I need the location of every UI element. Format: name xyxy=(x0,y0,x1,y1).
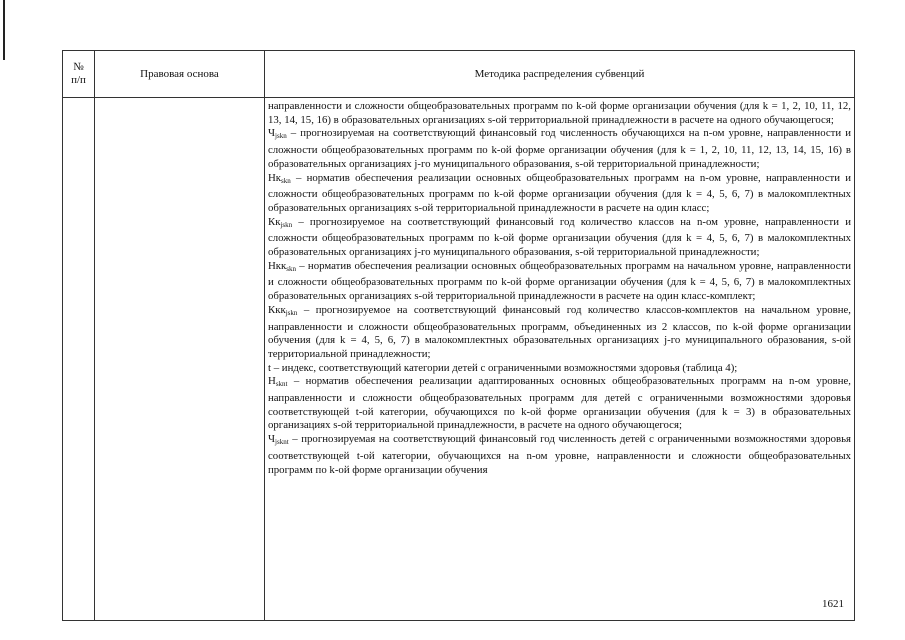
header-number-symbol: № xyxy=(73,61,84,73)
formula-subscript: jskn xyxy=(275,132,287,141)
formula-symbol: Кк xyxy=(268,215,281,228)
table-row xyxy=(63,98,855,621)
formula-subscript: jskn xyxy=(285,308,298,317)
cell-legal-basis xyxy=(95,98,265,621)
formula-symbol: Н xyxy=(268,375,276,388)
formula-subscript: jsknt xyxy=(275,438,289,447)
formula-symbol: Нкк xyxy=(268,259,287,272)
paragraph-text: – норматив обеспечения реализации основных общеобразовательных программ на n-ом уровне, направленности и сложности общеобразовательных программ по k-ой форме организации обучения (для k = 4, 5, 6, 7) в малокомплектных образовательных организациях s-ой территориальной принадлежности в расчете на один класс; xyxy=(268,171,851,214)
methodology-paragraph xyxy=(268,216,851,260)
formula-symbol: Ч xyxy=(268,127,276,140)
header-number-abbrev: п/п xyxy=(71,74,86,86)
header-number xyxy=(63,51,95,98)
paragraph-text: направленности и сложности общеобразовательных программ по k-ой форме организации обучения (для k = 1, 2, 10, 11, 12, 13, 14, 15, 16) в образовательных организациях s-ой территориальной принадлежности в расчете на одного обучающегося; xyxy=(268,100,851,126)
cell-number xyxy=(63,98,95,621)
formula-symbol: Ккк xyxy=(268,303,286,316)
paragraph-text: – норматив обеспечения реализации основных общеобразовательных программ на начальном уровне, направленности и сложности общеобразовательных программ по k-ой форме организации обучения (для k = 4, 5, 6, 7) в малокомплектных образовательных организациях s-ой территориальной принадлежности в расчете на один класс-комплект; xyxy=(268,259,851,303)
methodology-text xyxy=(265,98,854,477)
subvention-table xyxy=(62,50,855,621)
paragraph-text: – норматив обеспечения реализации адаптированных основных общеобразовательных программ на n-ом уровне, направленности и сложности общеобразовательных программ для детей с ограниченными возможностями здоровья соответствующей t-ой категории, обучающихся по k-ой форме организации обучения (для k = 3) в образовательных организациях s-ой территориальной принадлежности, в расчете на одного обучающегося; xyxy=(268,375,851,432)
methodology-paragraph xyxy=(268,172,851,216)
page-number: 1621 xyxy=(822,598,844,610)
header-methodology: Методика распределения субвенций xyxy=(265,51,855,98)
formula-subscript: sknt xyxy=(275,380,288,389)
paragraph-text: – прогнозируемое на соответствующий финансовый год количество классов на n-ом уровне, направленности и сложности общеобразовательных программ по k-ой форме организации обучения (для k = 4, 5, 6, 7) в малокомплектных образовательных организациях j-го муниципального образования, s-ой территориальной принадлежности; xyxy=(268,215,851,259)
paragraph-text: t – индекс, соответствующий категории детей с ограниченными возможностями здоровья (таблица 4); xyxy=(268,361,738,374)
binding-margin-line xyxy=(3,0,5,60)
methodology-paragraph xyxy=(268,362,851,376)
formula-symbol: Ч xyxy=(268,433,276,446)
header-legal-basis: Правовая основа xyxy=(95,51,265,98)
cell-methodology xyxy=(265,98,855,621)
formula-subscript: skn xyxy=(281,176,291,185)
formula-symbol: Нк xyxy=(268,171,282,184)
paragraph-text: – прогнозируемая на соответствующий финансовый год численность обучающихся на n-ом уровне, направленности и сложности общеобразовательных программ по k-ой форме организации обучения (для k = 1, 2, 10, 11, 12, 13, 14, 15, 16) в образовательных организациях j-го муниципального образования, s-ой территориальной принадлежности; xyxy=(268,127,851,170)
paragraph-text: – прогнозируемая на соответствующий финансовый год численность детей с ограниченными возможностями здоровья соответствующей t-ой категории, обучающихся на n-ом уровне, направленности и сложности общеобразовательных программ по k-ой форме организации обучения xyxy=(268,433,851,476)
table-header-row xyxy=(63,51,855,98)
methodology-paragraph xyxy=(268,100,851,127)
paragraph-text: – прогнозируемое на соответствующий финансовый год количество классов-комплектов на начальном уровне, направленности и сложности общеобразовательных программ, объединенных из 2 классов, по k-ой форме организации обучения (для k = 4, 5, 6, 7) в малокомплектных образовательных организациях j-го муниципального образования, s-ой территориальной принадлежности; xyxy=(268,303,851,360)
formula-subscript: jskn xyxy=(280,220,293,229)
methodology-paragraph xyxy=(268,433,851,477)
methodology-paragraph xyxy=(268,375,851,433)
methodology-paragraph xyxy=(268,260,851,304)
formula-subscript: skn xyxy=(286,264,297,273)
methodology-paragraph xyxy=(268,127,851,171)
methodology-paragraph xyxy=(268,304,851,362)
